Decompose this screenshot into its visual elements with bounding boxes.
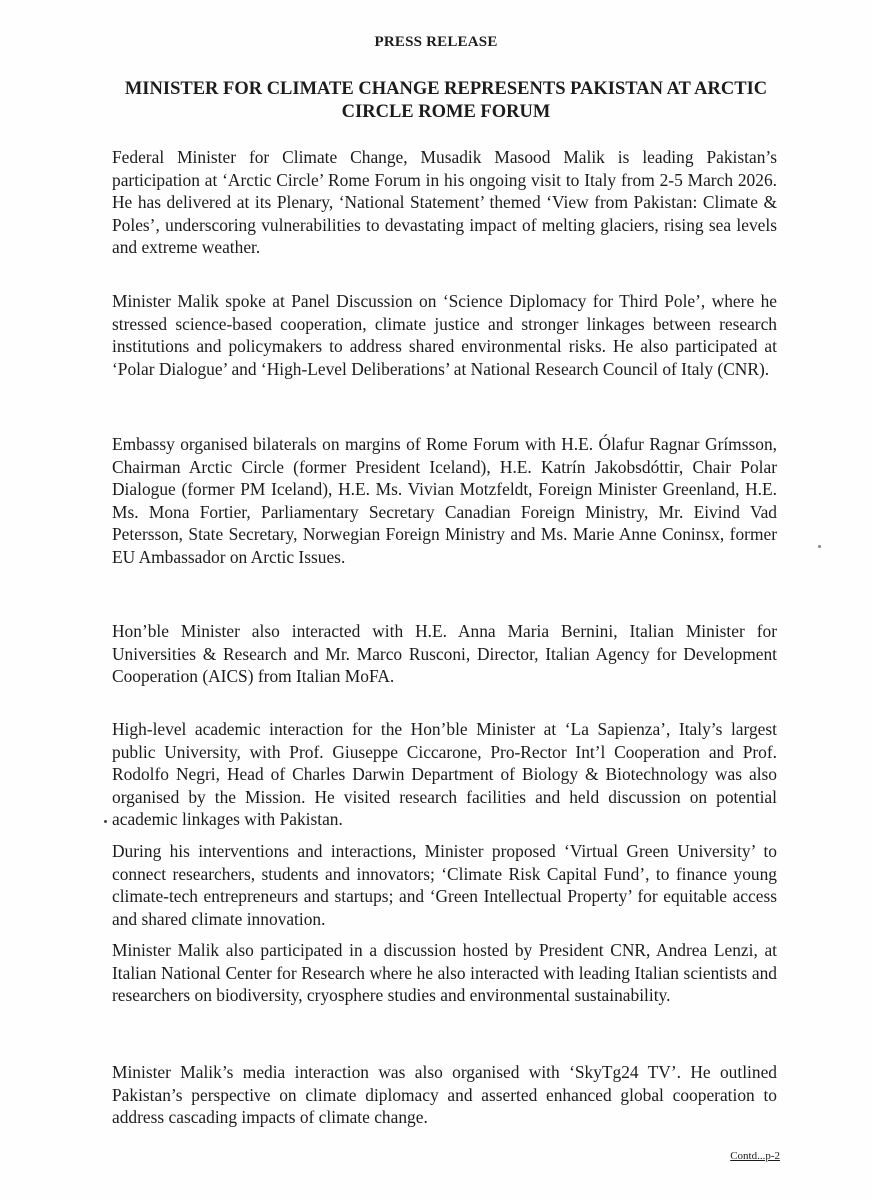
paragraph-ministers: Hon’ble Minister also interacted with H.E. Anna Maria Bernini, Italian Minister for Universities & Research and Mr. Marco Rusconi, Director, Italian Agency for Development Cooperation (AICS) from Italian MoFA.: [112, 621, 777, 686]
paragraph-cnr: Minister Malik also participated in a discussion hosted by President CNR, Andrea Lenzi, at Italian National Center for Research where he also interacted with leading Italian scientists and researchers on biodiversity, cryosphere studies and environmental sustainability.: [112, 940, 777, 1005]
paragraph-media: Minister Malik’s media interaction was also organised with ‘SkyTg24 TV’. He outlined Pakistan’s perspective on climate diplomacy and asserted enhanced global cooperation to address cascading impacts of climate change.: [112, 1062, 777, 1127]
headline: MINISTER FOR CLIMATE CHANGE REPRESENTS PAKISTAN AT ARCTIC CIRCLE ROME FORUM: [124, 79, 768, 122]
continuation-note: Contd...p-2: [730, 1150, 780, 1162]
scan-speck: [818, 545, 821, 548]
document-label: PRESS RELEASE: [374, 34, 498, 50]
paragraph-proposals: During his interventions and interactions, Minister proposed ‘Virtual Green University’ to connect researchers, students and innovators; ‘Climate Risk Capital Fund’, to finance young climate-tech entrepreneurs and startups; and ‘Green Intellectual Property’ for equitable access and shared climate innovation.: [112, 841, 777, 929]
paragraph-sapienza: High-level academic interaction for the Hon’ble Minister at ‘La Sapienza’, Italy’s largest public University, with Prof. Giuseppe Ciccarone, Pro-Rector Int’l Cooperation and Prof. Rodolfo Negri, Head of Charles Darwin Department of Biology & Biotechnology was also organised by the Mission. He visited research facilities and held discussion on potential academic linkages with Pakistan.: [112, 719, 777, 829]
paragraph-plenary: Federal Minister for Climate Change, Musadik Masood Malik is leading Pakistan’s participation at ‘Arctic Circle’ Rome Forum in his ongoing visit to Italy from 2-5 March 2026. He has delivered at its Plenary, ‘National Statement’ themed ‘View from Pakistan: Climate & Poles’, underscoring vulnerabilities to devastating impact of melting glaciers, rising sea levels and extreme weather.: [112, 147, 777, 257]
paragraph-bilaterals: Embassy organised bilaterals on margins of Rome Forum with H.E. Ólafur Ragnar Grímsson, Chairman Arctic Circle (former President Iceland), H.E. Katrín Jakobsdóttir, Chair Polar Dialogue (former PM Iceland), H.E. Ms. Vivian Motzfeldt, Foreign Minister Greenland, H.E. Ms. Mona Fortier, Parliamentary Secretary Canadian Foreign Ministry, Mr. Eivind Vad Petersson, State Secretary, Norwegian Foreign Ministry and Ms. Marie Anne Coninsx, former EU Ambassador on Arctic Issues.: [112, 434, 777, 567]
scan-speck: [104, 820, 107, 823]
paragraph-panel-discussion: Minister Malik spoke at Panel Discussion on ‘Science Diplomacy for Third Pole’, where he stressed science-based cooperation, climate justice and stronger linkages between research institutions and policymakers to address shared environmental risks. He also participated at ‘Polar Dialogue’ and ‘High-Level Deliberations’ at National Research Council of Italy (CNR).: [112, 291, 777, 379]
